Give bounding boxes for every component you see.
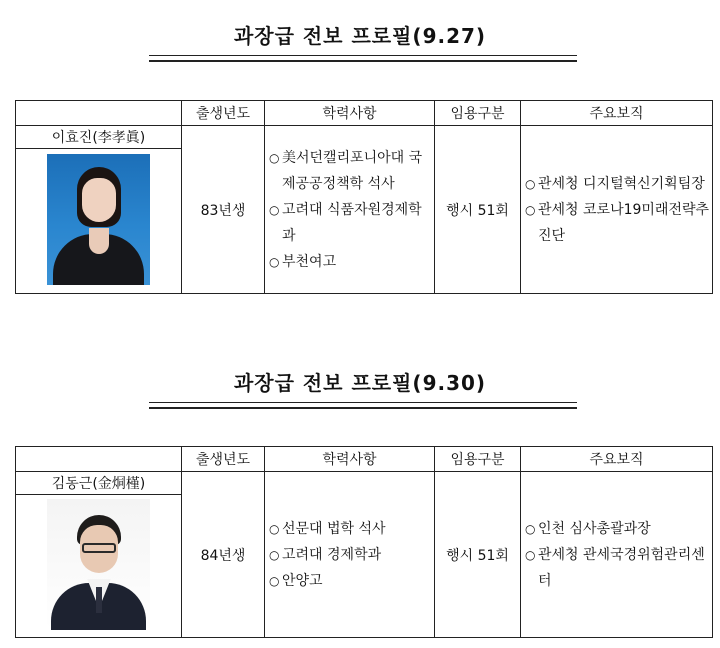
positions-cell	[521, 126, 713, 294]
header-cell: 학력사항	[265, 447, 435, 472]
header-cell: 학력사항	[265, 101, 435, 126]
education-cell	[265, 126, 435, 294]
birth-year: 84년생	[182, 472, 265, 638]
profile-photo	[47, 499, 150, 630]
profile-table	[15, 446, 713, 638]
positions-list	[521, 516, 712, 594]
list-item: ○ 관세청 디지털혁신기획팀장	[525, 171, 712, 197]
list-item: ○ 인천 심사총괄과장	[525, 516, 712, 542]
header-cell: 주요보직	[521, 101, 713, 126]
profile-photo	[47, 154, 150, 285]
header-cell: 주요보직	[521, 447, 713, 472]
table-row	[16, 126, 713, 149]
bullet-icon: ○	[269, 150, 280, 165]
bullet-icon: ○	[269, 202, 280, 217]
title-underline	[149, 402, 577, 409]
bullet-icon: ○	[525, 521, 536, 536]
photo-cell	[16, 495, 182, 638]
header-cell	[16, 101, 182, 126]
positions-cell	[521, 472, 713, 638]
section-title: 과장급 전보 프로필(9.27)	[233, 24, 487, 48]
person-name: 이효진(李孝眞)	[16, 126, 182, 149]
birth-year: 83년생	[182, 126, 265, 294]
table-row	[16, 472, 713, 495]
bullet-icon: ○	[269, 521, 280, 536]
list-item: ○ 美서던캘리포니아대 국제공공정책학 석사	[269, 145, 434, 197]
bullet-icon: ○	[269, 573, 280, 588]
list-item: ○ 안양고	[269, 568, 434, 594]
education-list	[265, 516, 434, 594]
header-cell	[16, 447, 182, 472]
list-item: ○ 관세청 코로나19미래전략추진단	[525, 197, 712, 249]
photo-cell	[16, 149, 182, 294]
header-cell: 임용구분	[435, 447, 521, 472]
bullet-icon: ○	[525, 176, 536, 191]
profile-table	[15, 100, 713, 294]
person-name: 김동근(金烔槿)	[16, 472, 182, 495]
table-header-row	[16, 101, 713, 126]
education-cell	[265, 472, 435, 638]
list-item: ○ 선문대 법학 석사	[269, 516, 434, 542]
education-list	[265, 145, 434, 275]
list-item: ○ 부천여고	[269, 249, 434, 275]
title-underline	[149, 55, 577, 62]
bullet-icon: ○	[525, 202, 536, 217]
bullet-icon: ○	[525, 547, 536, 562]
header-cell: 임용구분	[435, 101, 521, 126]
list-item: ○ 고려대 식품자원경제학과	[269, 197, 434, 249]
bullet-icon: ○	[269, 547, 280, 562]
positions-list	[521, 171, 712, 249]
appointment-type: 행시 51회	[435, 126, 521, 294]
table-header-row	[16, 447, 713, 472]
list-item: ○ 관세청 관세국경위험관리센터	[525, 542, 712, 594]
header-cell: 출생년도	[182, 101, 265, 126]
section-title: 과장급 전보 프로필(9.30)	[233, 371, 487, 395]
list-item: ○ 고려대 경제학과	[269, 542, 434, 568]
header-cell: 출생년도	[182, 447, 265, 472]
appointment-type: 행시 51회	[435, 472, 521, 638]
bullet-icon: ○	[269, 254, 280, 269]
